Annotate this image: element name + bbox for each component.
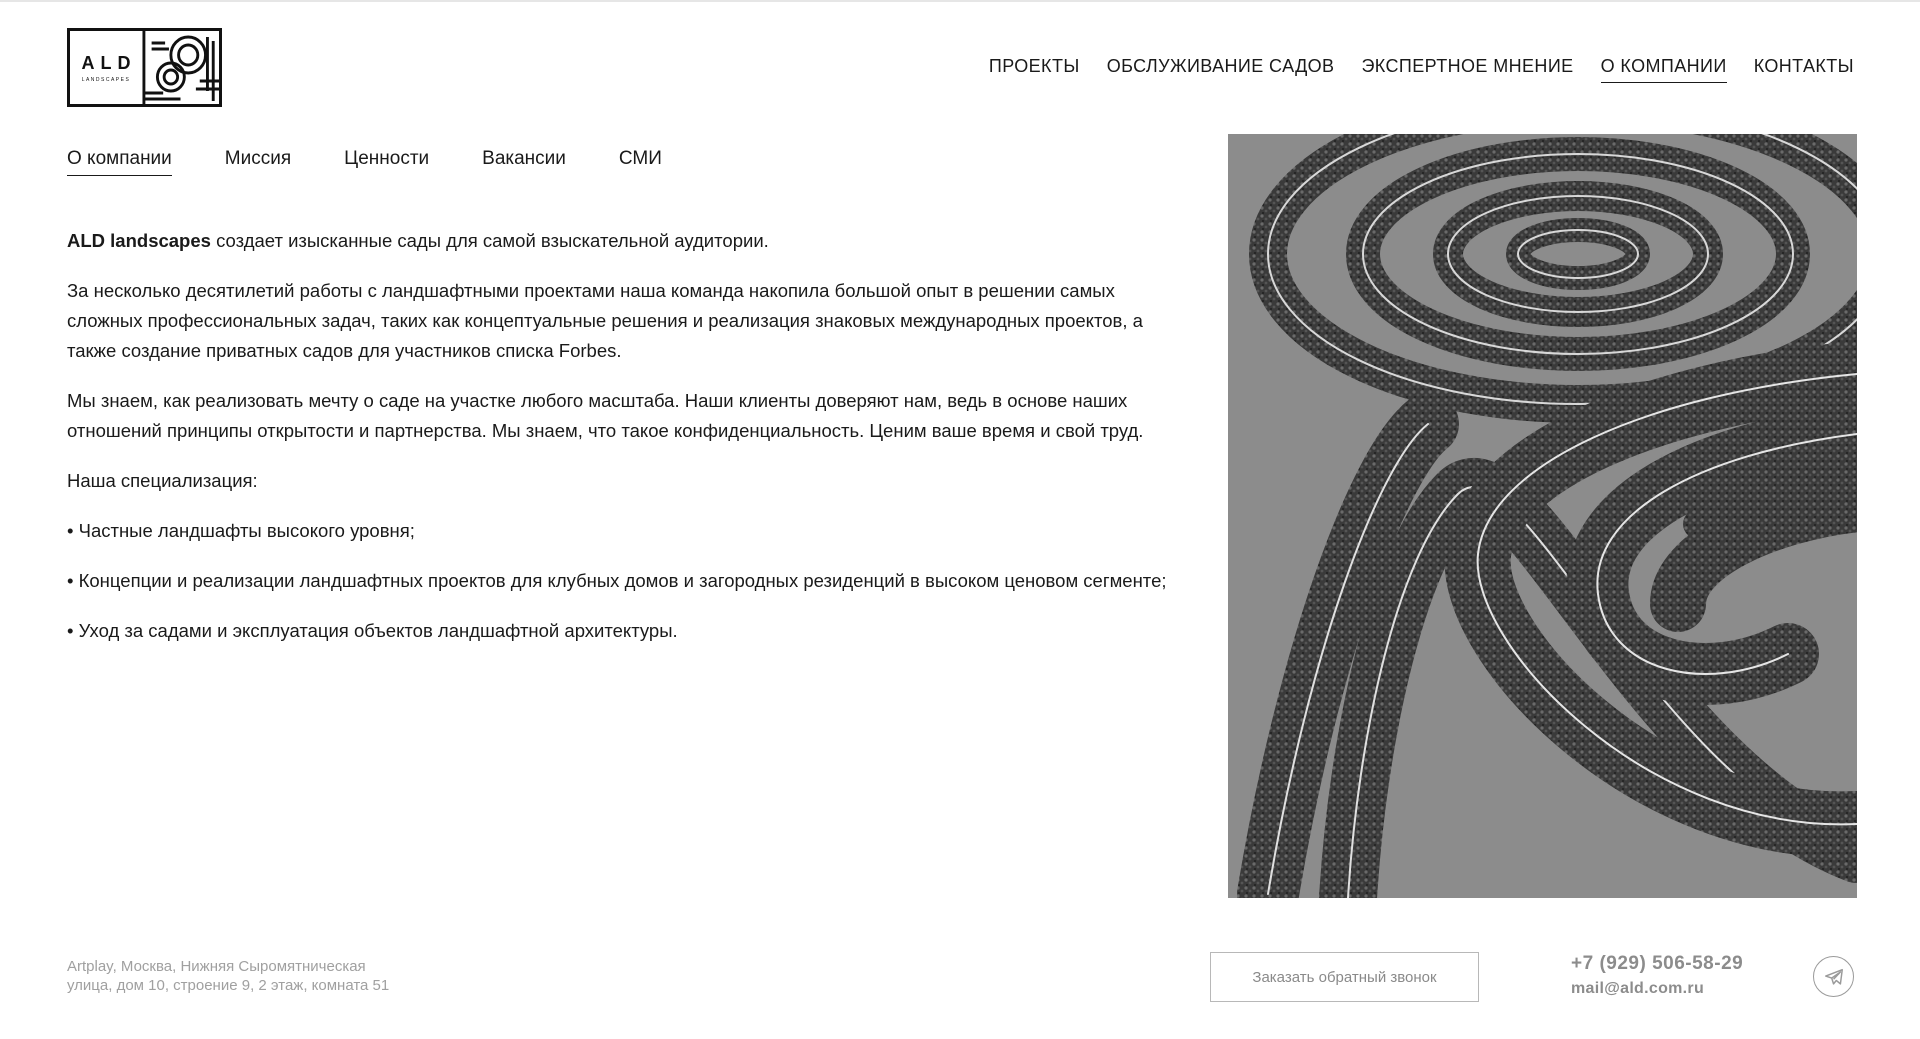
top-border bbox=[0, 0, 1920, 2]
trust-paragraph: Мы знаем, как реализовать мечту о саде на участке любого масштаба. Наши клиенты доверяют нам, ведь в основе наших отношений принципы открытости и партнерства. Мы знаем, что такое конфиденциальность. Ценим ваше время и свой труд. bbox=[67, 390, 1144, 441]
intro-brand: ALD landscapes bbox=[67, 230, 211, 251]
callback-button[interactable]: Заказать обратный звонок bbox=[1210, 952, 1479, 1002]
nav-garden-service[interactable]: ОБСЛУЖИВАНИЕ САДОВ bbox=[1106, 56, 1335, 76]
nav-contacts[interactable]: КОНТАКТЫ bbox=[1753, 56, 1854, 76]
about-sub-nav bbox=[67, 148, 662, 176]
spec-item: • Частные ландшафты высокого уровня; bbox=[67, 520, 415, 541]
address-line: Artplay, Москва, Нижняя Сыромятническая bbox=[67, 958, 366, 975]
experience-paragraph: За несколько десятилетий работы с ландшафтными проектами наша команда накопила большой опыт в решении самых сложных профессиональных задач, таких как концептуальные решения и реализация знаковых международных проектов, а также создание приватных садов для участников списка Forbes. bbox=[67, 280, 1143, 361]
specialization-title: Наша специализация: bbox=[67, 470, 258, 491]
address-line: улица, дом 10, строение 9, 2 этаж, комната 51 bbox=[67, 977, 390, 994]
about-content bbox=[67, 226, 1192, 666]
intro-paragraph bbox=[67, 226, 1192, 256]
nav-expert-opinion[interactable]: ЭКСПЕРТНОЕ МНЕНИЕ bbox=[1361, 56, 1574, 76]
main-nav bbox=[989, 56, 1854, 83]
spec-item: • Уход за садами и эксплуатация объектов ландшафтной архитектуры. bbox=[67, 620, 678, 641]
telegram-icon bbox=[1823, 966, 1845, 988]
email-link[interactable]: mail@ald.com.ru bbox=[1571, 980, 1705, 997]
tab-vacancies[interactable]: Вакансии bbox=[482, 148, 566, 169]
tab-media[interactable]: СМИ bbox=[618, 148, 662, 169]
tab-values[interactable]: Ценности bbox=[344, 148, 430, 169]
tab-mission[interactable]: Миссия bbox=[224, 148, 292, 169]
logo-tagline: LANDSCAPES bbox=[81, 76, 131, 83]
hedge-maze-photo bbox=[1228, 134, 1857, 898]
office-address bbox=[67, 957, 447, 995]
ald-logo[interactable] bbox=[67, 28, 222, 107]
nav-about[interactable]: О КОМПАНИИ bbox=[1601, 56, 1727, 83]
phone-link[interactable]: +7 (929) 506-58-29 bbox=[1571, 953, 1744, 974]
spec-item: • Концепции и реализации ландшафтных проектов для клубных домов и загородных резиденций в высоком ценовом сегменте; bbox=[67, 570, 1167, 591]
intro-text: создает изысканные сады для самой взыскательной аудитории. bbox=[210, 230, 769, 251]
logo-name: ALD bbox=[81, 52, 137, 73]
logo-mark-icon bbox=[142, 31, 219, 104]
tab-about[interactable]: О компании bbox=[67, 148, 172, 176]
nav-projects[interactable]: ПРОЕКТЫ bbox=[988, 56, 1080, 76]
telegram-button[interactable] bbox=[1813, 956, 1854, 997]
